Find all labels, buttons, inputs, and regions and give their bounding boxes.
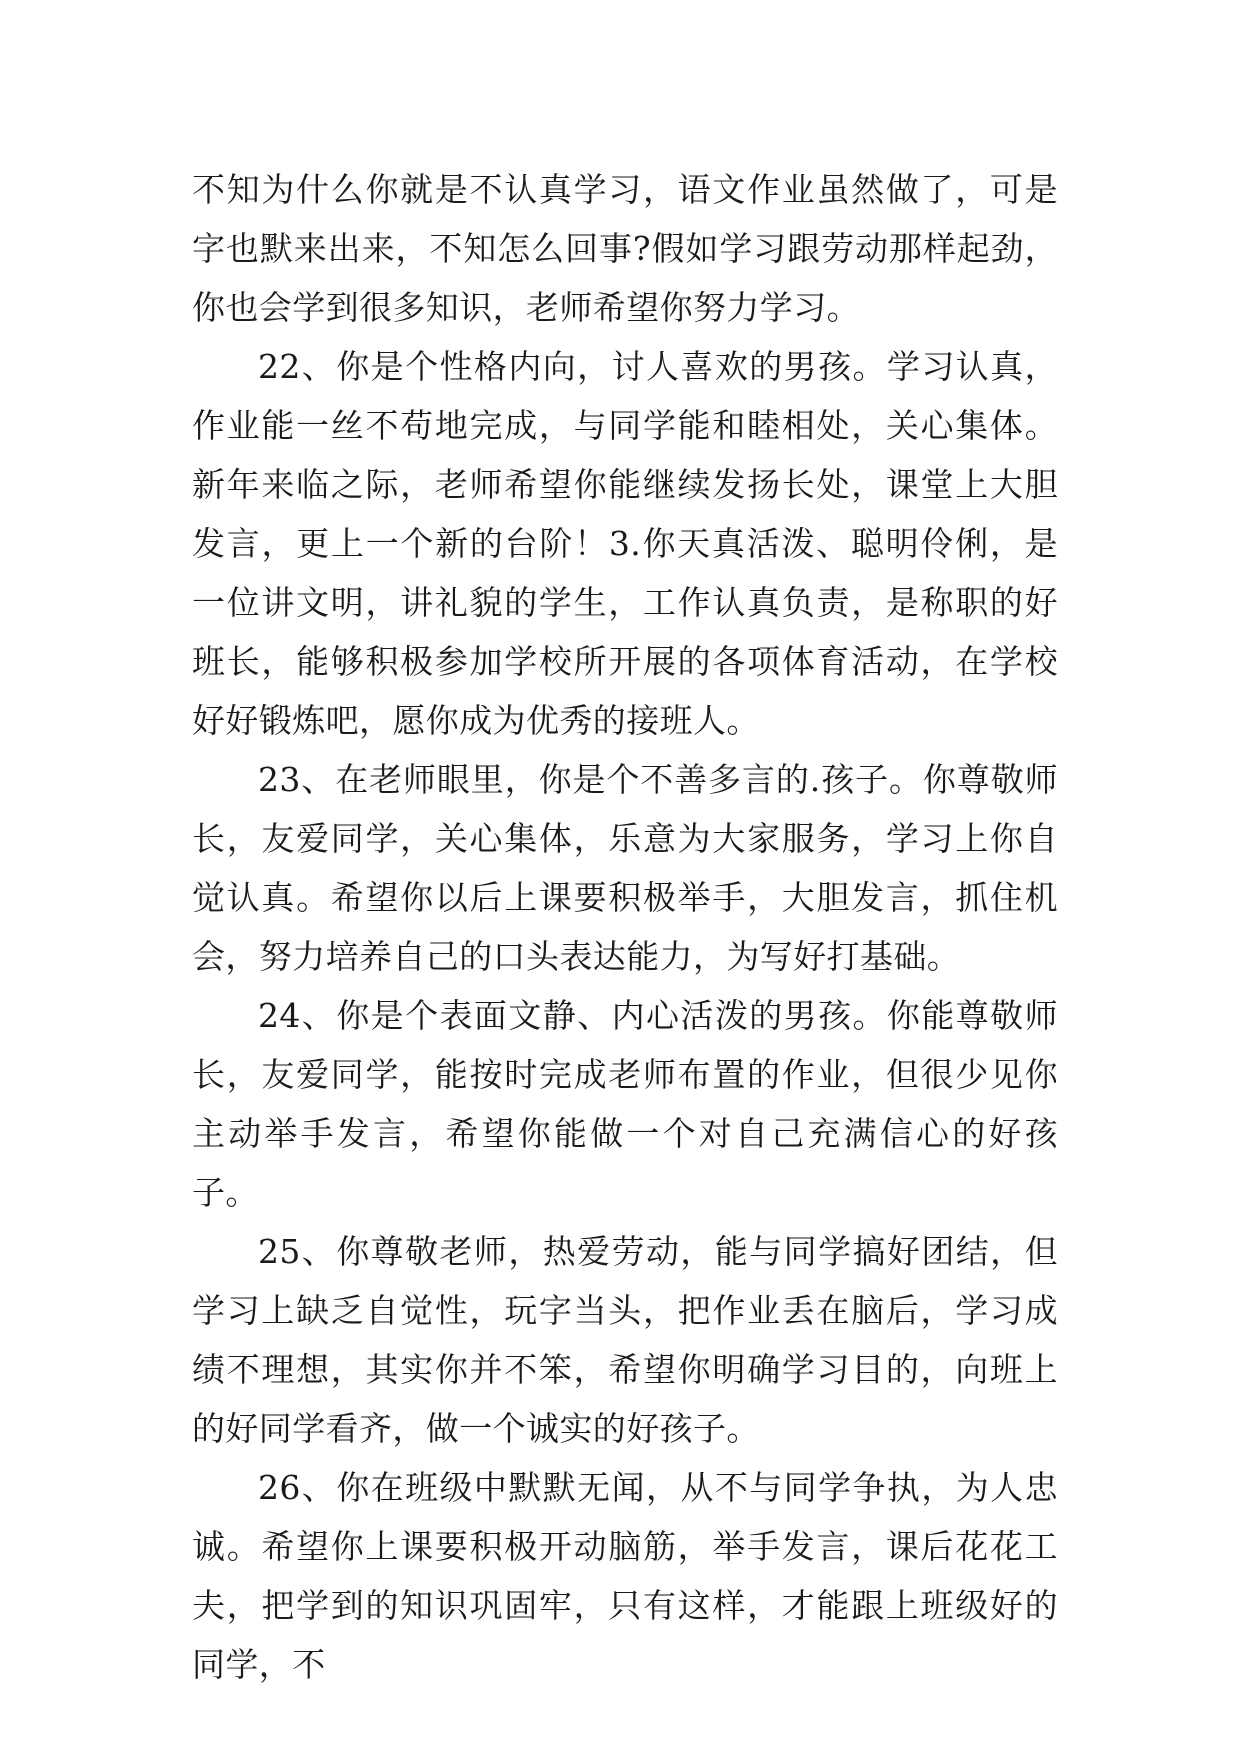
paragraph-26: 26、你在班级中默默无闻，从不与同学争执，为人忠诚。希望你上课要积极开动脑筋，举手发言，课后花花工夫，把学到的知识巩固牢，只有这样，才能跟上班级好的同学，不 <box>192 1468 1058 1684</box>
paragraph-continuation: 不知为什么你就是不认真学习，语文作业虽然做了，可是字也默来出来，不知怎么回事?假如学习跟劳动那样起劲，你也会学到很多知识，老师希望你努力学习。 <box>192 170 1058 327</box>
paragraph-25: 25、你尊敬老师，热爱劳动，能与同学搞好团结，但学习上缺乏自觉性，玩字当头，把作业丢在脑后，学习成绩不理想，其实你并不笨，希望你明确学习目的，向班上的好同学看齐，做一个诚实的好孩子。 <box>192 1232 1058 1448</box>
paragraph-24: 24、你是个表面文静、内心活泼的男孩。你能尊敬师长，友爱同学，能按时完成老师布置的作业，但很少见你主动举手发言，希望你能做一个对自己充满信心的好孩子。 <box>192 996 1058 1212</box>
paragraph-22: 22、你是个性格内向，讨人喜欢的男孩。学习认真，作业能一丝不苟地完成，与同学能和睦相处，关心集体。新年来临之际，老师希望你能继续发扬长处，课堂上大胆发言，更上一个新的台阶！3.你天真活泼、聪明伶俐，是一位讲文明，讲礼貌的学生，工作认真负责，是称职的好班长，能够积极参加学校所开展的各项体育活动，在学校好好锻炼吧，愿你成为优秀的接班人。 <box>192 347 1058 740</box>
document-body <box>192 160 1058 1694</box>
paragraph-23: 23、在老师眼里，你是个不善多言的.孩子。你尊敬师长，友爱同学，关心集体，乐意为大家服务，学习上你自觉认真。希望你以后上课要积极举手，大胆发言，抓住机会，努力培养自己的口头表达能力，为写好打基础。 <box>192 760 1058 976</box>
